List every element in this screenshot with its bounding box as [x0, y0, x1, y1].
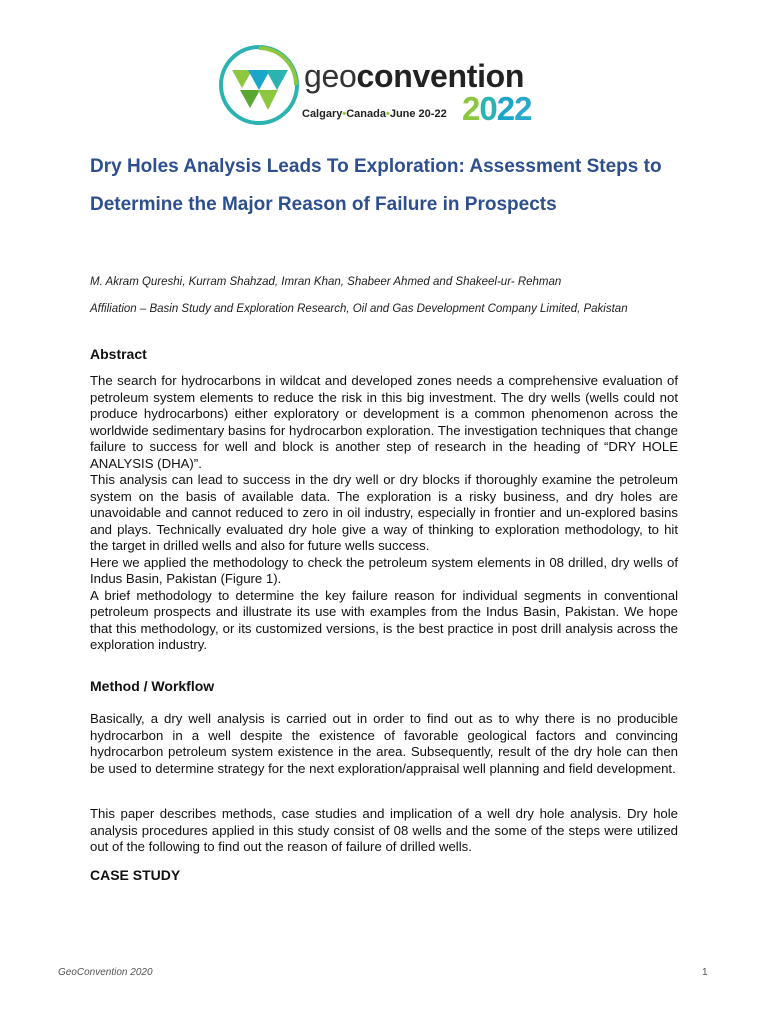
geoconvention-logo	[218, 44, 558, 126]
abstract-paragraph: Here we applied the methodology to check the petroleum system elements in 08 drilled, dry wells of Indus Basin, Pakistan (Figure 1).	[90, 554, 678, 586]
method-paragraph-2: This paper describes methods, case studies and implication of a well dry hole analysis. Dry hole analysis procedures applied in this study consist of 08 wells and the some of the steps were utilized out of the following to find out the reason of failure of drilled wells.	[90, 806, 678, 854]
paper-title: Dry Holes Analysis Leads To Exploration: Assessment Steps to Determine the Major Reason of Failure in Prospects	[90, 156, 662, 215]
abstract-heading: Abstract	[90, 346, 147, 362]
abstract-paragraph: A brief methodology to determine the key failure reason for individual segments in conventional petroleum prospects and illustrate its use with examples from the Indus Basin, Pakistan. We hope that this methodology, or its customized versions, is the best practice in post drill analysis across the exploration industry.	[90, 587, 678, 652]
affiliation: Affiliation – Basin Study and Exploration Research, Oil and Gas Development Company Limited, Pakistan	[90, 303, 628, 315]
geoconvention-logo-icon	[218, 44, 300, 126]
case-study-heading: CASE STUDY	[90, 867, 181, 883]
abstract-body	[90, 373, 678, 654]
method-heading: Method / Workflow	[90, 678, 215, 694]
authors: M. Akram Qureshi, Kurram Shahzad, Imran Khan, Shabeer Ahmed and Shakeel-ur- Rehman	[90, 276, 562, 288]
logo-location: Calgary•Canada•June 20-22	[302, 108, 447, 120]
page-number: 1	[702, 967, 708, 978]
footer-conference: GeoConvention 2020	[58, 967, 153, 978]
abstract-paragraph: The search for hydrocarbons in wildcat and developed zones needs a comprehensive evaluation of petroleum system elements to reduce the risk in this big investment. The dry wells (wells could not produce hydrocarbons) either exploratory or development is a common phenomenon across the worldwide sedimentary basins for hydrocarbon exploration. The investigation techniques that change failure to success for well and block is another step of research in the heading of “DRY HOLE ANALYSIS (DHA)”.	[90, 373, 678, 471]
logo-year: 2022	[462, 90, 532, 127]
method-paragraph-1: Basically, a dry well analysis is carried out in order to find out as to why there is no producible hydrocarbon in a well despite the existence of favorable geological factors and convincing hydrocarbon petroleum system existence in the area. Subsequently, result of the dry hole can then be used to determine strategy for the next exploration/appraisal well planning and field development.	[90, 711, 678, 776]
abstract-paragraph: This analysis can lead to success in the dry well or dry blocks if thoroughly examine the petroleum system on the basis of available data. The exploration is a risky business, and dry holes are unavoidable and cannot reduced to zero in oil industry, especially in frontier and un-explored basins and plays. Technically evaluated dry hole give a way of thinking to exploration methodology, to hit the target in drilled wells and also for future wells success.	[90, 472, 678, 553]
logo-wordmark: geoconvention	[304, 58, 525, 94]
